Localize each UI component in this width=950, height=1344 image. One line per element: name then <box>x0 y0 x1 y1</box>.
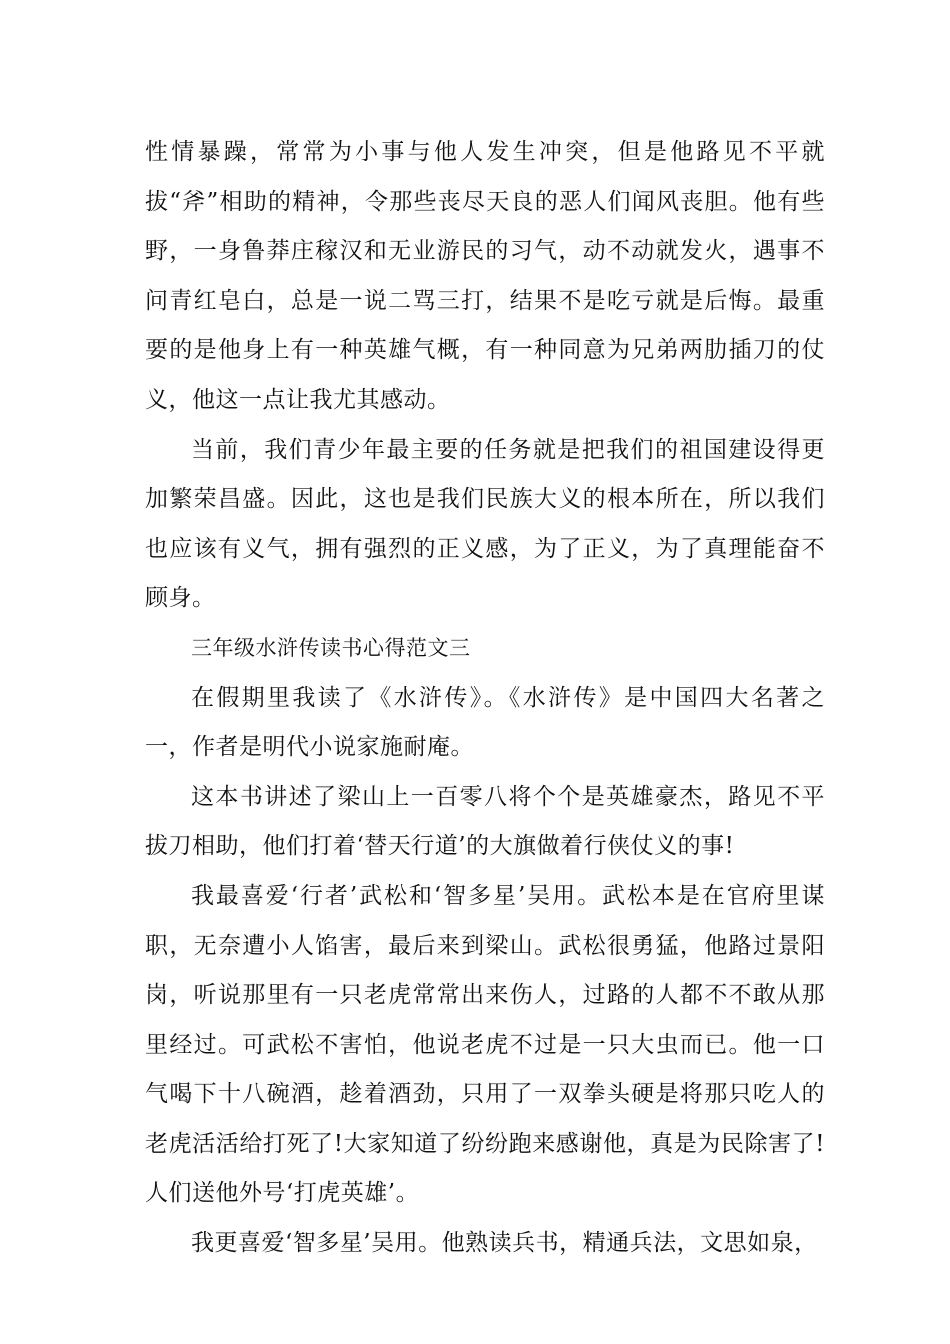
section-heading: 三年级水浒传读书心得范文三 <box>191 635 471 660</box>
paragraph-youth-duty: 当前，我们青少年最主要的任务就是把我们的祖国建设得更加繁荣昌盛。因此，这也是我们民族大义的根本所在，所以我们也应该有义气，拥有强烈的正义感，为了正义，为了真理能奋不顾身。 <box>145 436 825 612</box>
document-page <box>145 128 825 1269</box>
paragraph-book-summary: 这本书讲述了梁山上一百零八将个个是英雄豪杰，路见不平拔刀相助，他们打着‘替天行道’的大旗做着行侠仗义的事! <box>145 783 825 860</box>
paragraph-wu-song: 我最喜爱‘行者’武松和‘智多星’吴用。武松本是在官府里谋职，无奈遭小人馅害，最后来到梁山。武松很勇猛，他路过景阳岗，听说那里有一只老虎常常出来伤人，过路的人都不不敢从那里经过。可武松不害怕，他说老虎不过是一只大虫而已。他一口气喝下十八碗酒，趁着酒劲，只用了一双拳头硬是将那只吃人的老虎活活给打死了!大家知道了纷纷跑来感谢他，真是为民除害了!人们送他外号‘打虎英雄’。 <box>145 882 825 1207</box>
paragraph-book-intro: 在假期里我读了《水浒传》。《水浒传》是中国四大名著之一，作者是明代小说家施耐庵。 <box>145 684 825 761</box>
paragraph-wu-yong: 我更喜爱‘智多星’吴用。他熟读兵书，精通兵法，文思如泉， <box>191 1230 818 1257</box>
paragraph-li-kui-character: 性情暴躁，常常为小事与他人发生冲突，但是他路见不平就拔“斧”相助的精神，令那些丧尽天良的恶人们闻风丧胆。他有些野，一身鲁莽庄稼汉和无业游民的习气，动不动就发火，遇事不问青红皂白，总是一说二骂三打，结果不是吃亏就是后悔。最重要的是他身上有一种英雄气概，有一种同意为兄弟两肋插刀的仗义，他这一点让我尤其感动。 <box>145 139 825 413</box>
